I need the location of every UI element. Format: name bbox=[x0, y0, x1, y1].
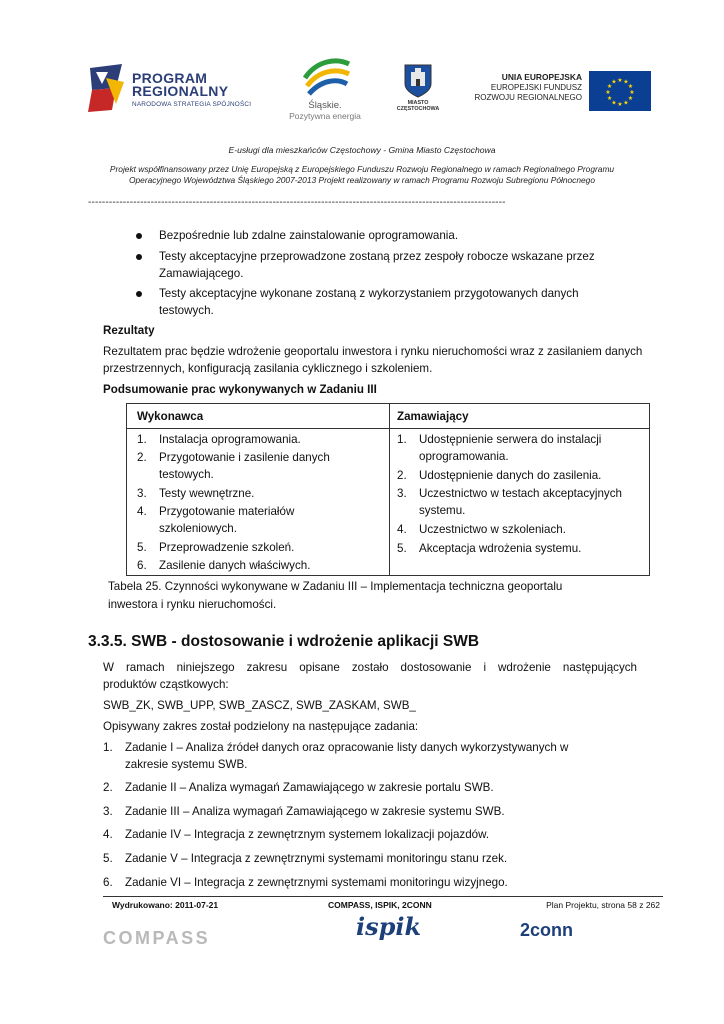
program-logo-icon bbox=[86, 60, 128, 116]
table-header-wykonawca: Wykonawca bbox=[137, 410, 204, 423]
header-separator: ------------------------------------------------------------------------------------------------------------------------ bbox=[88, 197, 506, 208]
footer-page-number: Plan Projektu, strona 58 z 262 bbox=[546, 900, 660, 910]
project-cofinancing-note: Projekt współfinansowany przez Unię Europejską z Europejskiego Funduszu Rozwoju Regionalnego w ramach Regionalnego Programu Operacyjnego Województwa Śląskiego 2007-2013 Projekt realizowany w ramach Programu Rozwoju Subregionu Północnego bbox=[109, 164, 615, 185]
section-heading: 3.3.5. SWB - dostosowanie i wdrożenie aplikacji SWB bbox=[88, 633, 480, 650]
eu-star-icon: ★ bbox=[623, 100, 629, 107]
intro-text-cont: produktów cząstkowych: bbox=[103, 678, 229, 691]
eu-star-icon: ★ bbox=[617, 102, 623, 108]
footer-rule bbox=[103, 896, 663, 897]
eu-flag bbox=[589, 71, 651, 111]
czestochowa-coat-of-arms: MIASTO CZĘSTOCHOWA bbox=[390, 62, 446, 118]
products-list: SWB_ZK, SWB_UPP, SWB_ZASCZ, SWB_ZASKAM, SWB_ bbox=[103, 699, 416, 712]
tasks-table: Wykonawca Zamawiający 1. Instalacja oprogramowania. 2. Przygotowanie i zasilenie danych testowych. 3. Testy wewnętrzne. 4. Przygotowanie materiałów szkoleniowych. 5. Przeprowadzenie szkoleń. 6. Zasilenie danych właściwych. 1. Udostępnienie serwera do instalacji oprogramowania. 2. Udostępnienie danych do zasilenia. 3. Uczestnictwo w testach akceptacyjnych systemu. 4. Uczestnictwo w szkoleniach. 5. Akceptacja wdrożenia systemu. bbox=[126, 403, 650, 576]
list-item: Zadanie I – Analiza źródeł danych oraz opracowanie listy danych wykorzystywanych w bbox=[125, 741, 569, 754]
eu-star-icon: ★ bbox=[606, 84, 613, 90]
coat-of-arms-icon bbox=[404, 64, 432, 98]
program-subtitle: NARODOWA STRATEGIA SPÓJNOŚCI bbox=[132, 101, 252, 108]
eu-star-icon: ★ bbox=[611, 100, 617, 107]
eu-star-icon: ★ bbox=[623, 79, 629, 86]
list-item: Bezpośrednie lub zdalne zainstalowanie oprogramowania. bbox=[159, 229, 459, 242]
bullet-icon bbox=[136, 254, 142, 260]
compass-logo: COMPASS bbox=[103, 928, 211, 948]
2conn-logo: 2conn bbox=[520, 920, 574, 940]
bullet-icon bbox=[136, 233, 142, 239]
program-title: PROGRAM REGIONALNY bbox=[132, 70, 229, 99]
table-cell: Akceptacja wdrożenia systemu. bbox=[419, 542, 582, 555]
eu-star-icon: ★ bbox=[627, 96, 634, 102]
eu-star-icon: ★ bbox=[629, 90, 635, 96]
eu-star-icon: ★ bbox=[617, 78, 623, 84]
summary-heading: Podsumowanie prac wykonywanych w Zadaniu III bbox=[103, 383, 377, 396]
footer-partners: COMPASS, ISPIK, 2CONN bbox=[328, 900, 432, 910]
list-item: Zadanie V – Integracja z zewnętrznymi systemami monitoringu stanu rzek. bbox=[125, 852, 508, 865]
table-cell: Instalacja oprogramowania. bbox=[159, 433, 301, 446]
list-item: Zadanie III – Analiza wymagań Zamawiającego w zakresie systemu SWB. bbox=[125, 805, 505, 818]
table-caption: Tabela 25. Czynności wykonywane w Zadaniu III – Implementacja techniczna geoportalu bbox=[108, 580, 563, 593]
list-item: Testy akceptacyjne wykonane zostaną z wykorzystaniem przygotowanych danych testowych. bbox=[159, 287, 579, 317]
eu-fund-text: UNIA EUROPEJSKA EUROPEJSKI FUNDUSZ ROZWOJU REGIONALNEGO bbox=[474, 72, 582, 102]
eu-star-icon: ★ bbox=[611, 79, 617, 86]
tasks-intro: Opisywany zakres został podzielony na następujące zadania: bbox=[103, 720, 419, 733]
slaskie-waves-icon bbox=[297, 56, 357, 100]
table-cell: Przeprowadzenie szkoleń. bbox=[159, 541, 295, 554]
list-item: Zadanie II – Analiza wymagań Zamawiającego w zakresie portalu SWB. bbox=[125, 781, 494, 794]
intro-text: W ramach niniejszego zakresu opisane zostało dostosowanie i wdrożenie następujących bbox=[103, 661, 637, 674]
table-cell: Przygotowanie i zasilenie danych bbox=[159, 451, 330, 464]
list-item: Zadanie VI – Integracja z zewnętrznymi systemami monitoringu wizyjnego. bbox=[125, 876, 508, 889]
project-title: E-usługi dla mieszkańców Częstochowy - Gmina Miasto Częstochowa bbox=[228, 145, 496, 155]
table-cell: Udostępnienie serwera do instalacji bbox=[419, 433, 602, 446]
table-cell: Uczestnictwo w testach akceptacyjnych bbox=[419, 487, 622, 500]
list-item: Testy akceptacyjne przeprowadzone zostaną przez zespoły robocze wskazane przez Zamawiającego. bbox=[159, 250, 595, 280]
table-cell: Testy wewnętrzne. bbox=[159, 487, 255, 500]
rezultaty-heading: Rezultaty bbox=[103, 324, 155, 337]
program-regionalny-logo bbox=[86, 58, 266, 118]
bullet-icon bbox=[136, 291, 142, 297]
table-cell: Przygotowanie materiałów bbox=[159, 505, 295, 518]
eu-stars-icon bbox=[589, 71, 651, 111]
footer-printed-date: Wydrukowano: 2011-07-21 bbox=[112, 900, 219, 910]
table-caption-cont: inwestora i rynku nieruchomości. bbox=[108, 598, 277, 611]
table-cell: Udostępnienie danych do zasilenia. bbox=[419, 469, 602, 482]
eu-star-icon: ★ bbox=[627, 84, 634, 90]
eu-star-icon: ★ bbox=[605, 90, 611, 96]
slaskie-logo: Śląskie. Pozytywna energia bbox=[280, 54, 370, 124]
rezultaty-text: Rezultatem prac będzie wdrożenie geoportalu inwestora i rynku nieruchomości wraz z zasilaniem danych przestrzennych, konfiguracją zasilania cyklicznego i szkoleniem. bbox=[103, 345, 643, 375]
list-item: Zadanie IV – Integracja z zewnętrznym systemem lokalizacji pojazdów. bbox=[125, 828, 490, 841]
table-header-zamawiajacy: Zamawiający bbox=[397, 410, 469, 423]
eu-star-icon: ★ bbox=[606, 96, 613, 102]
ispik-logo: ispik bbox=[356, 912, 422, 941]
table-cell: Uczestnictwo w szkoleniach. bbox=[419, 523, 566, 536]
table-cell: Zasilenie danych właściwych. bbox=[159, 559, 311, 572]
